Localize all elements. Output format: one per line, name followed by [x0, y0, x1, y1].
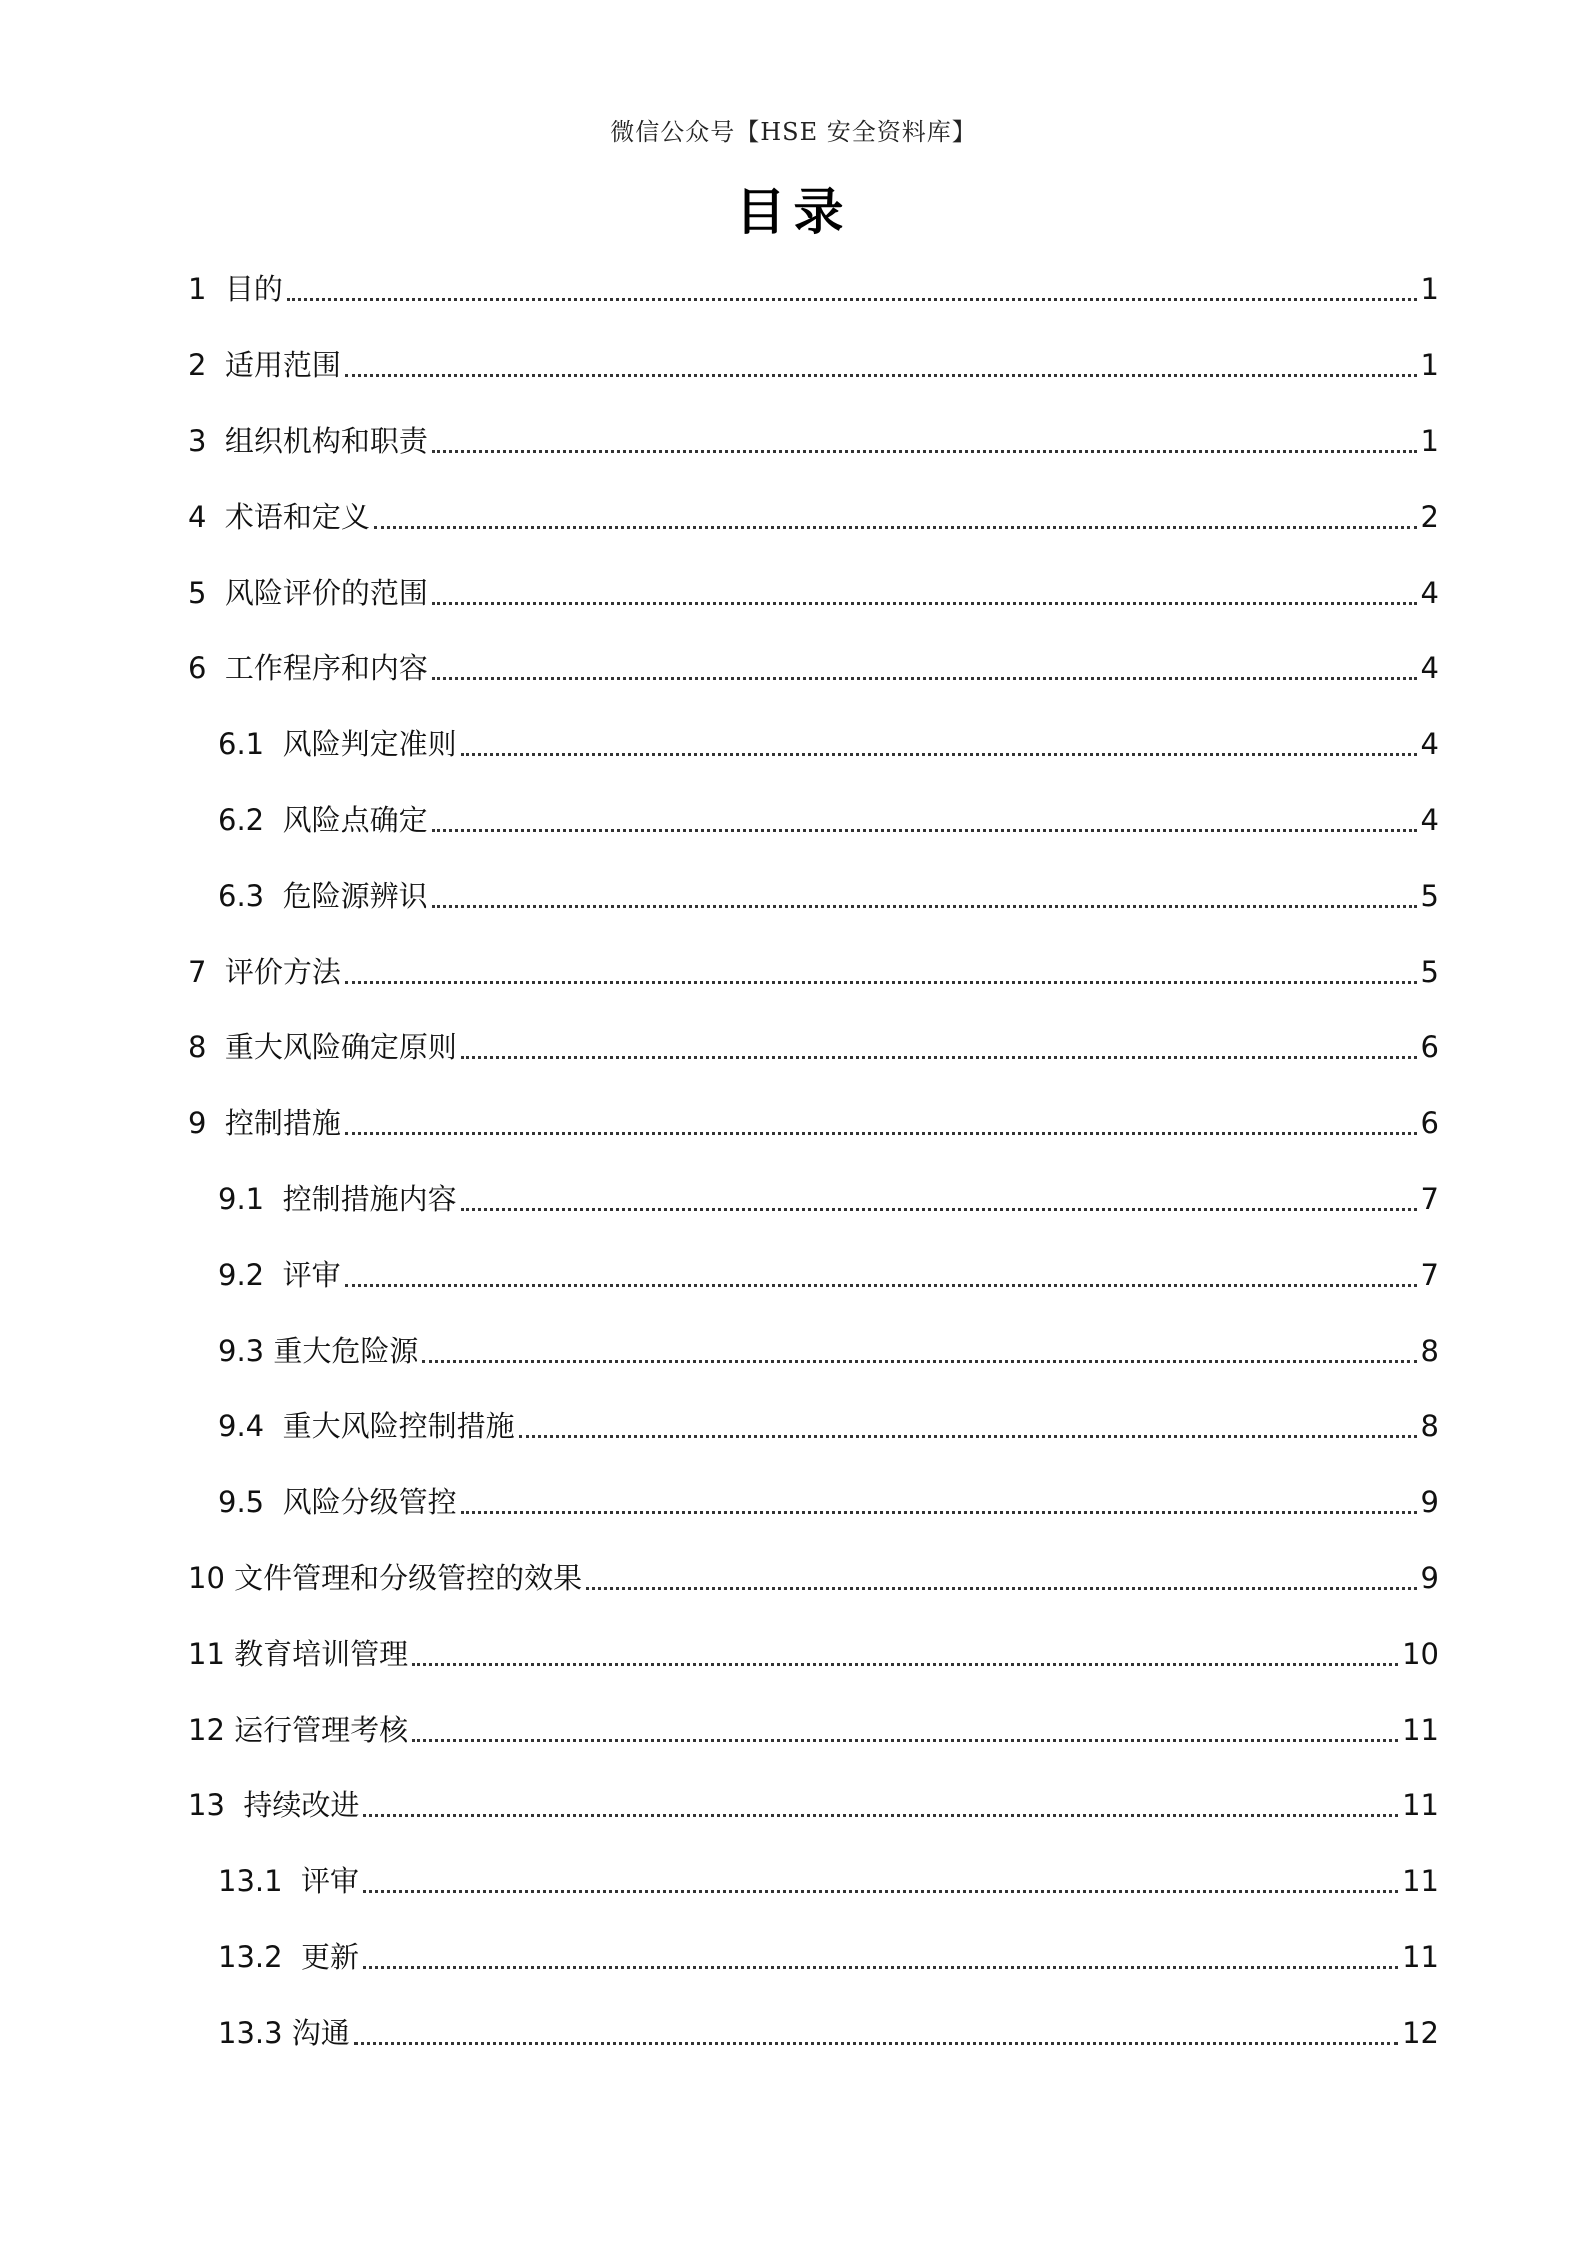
toc-dot-leader — [287, 298, 1417, 301]
toc-dot-leader — [432, 677, 1417, 680]
toc-entry[interactable] — [0, 783, 1587, 859]
toc-entry[interactable] — [0, 707, 1587, 783]
toc-entry-title: 风险分级管控 — [282, 1485, 457, 1520]
toc-entry-number: 8 — [188, 1030, 225, 1065]
toc-entry-number: 5 — [188, 575, 225, 610]
toc-entry-title: 重大风险确定原则 — [224, 1030, 457, 1065]
toc-dot-leader — [412, 1663, 1398, 1666]
toc-entry-page-number: 10 — [1402, 1636, 1439, 1671]
toc-entry-number: 9.3 — [218, 1333, 274, 1368]
table-of-contents — [0, 252, 1587, 2071]
toc-entry-number: 9.1 — [218, 1181, 283, 1216]
toc-entry-number: 2 — [188, 348, 225, 383]
toc-dot-leader — [519, 1435, 1417, 1438]
toc-entry[interactable] — [0, 252, 1587, 328]
toc-entry-title: 重大风险控制措施 — [282, 1409, 515, 1444]
toc-entry[interactable] — [0, 1692, 1587, 1768]
toc-entry[interactable] — [0, 1541, 1587, 1617]
toc-entry-title: 持续改进 — [243, 1788, 360, 1823]
page-header: 微信公众号【HSE 安全资料库】 — [610, 118, 977, 146]
toc-entry-page-number: 2 — [1420, 499, 1439, 534]
toc-entry-number: 9.2 — [218, 1257, 283, 1292]
toc-entry-title: 评审 — [301, 1864, 360, 1899]
toc-entry[interactable] — [0, 1768, 1587, 1844]
toc-entry-page-number: 1 — [1420, 272, 1439, 307]
toc-entry-page-number: 11 — [1402, 1864, 1439, 1899]
toc-entry-number: 9.5 — [218, 1485, 283, 1520]
toc-entry-page-number: 4 — [1420, 802, 1439, 837]
toc-entry-number: 6 — [188, 651, 225, 686]
toc-entry-page-number: 4 — [1420, 727, 1439, 762]
toc-entry-number: 13.3 — [218, 2015, 292, 2050]
toc-entry-title: 评审 — [282, 1257, 341, 1292]
toc-dot-leader — [345, 374, 1417, 377]
toc-entry-title: 教育培训管理 — [234, 1636, 409, 1671]
toc-dot-leader — [461, 1208, 1417, 1211]
toc-entry[interactable] — [0, 631, 1587, 707]
toc-dot-leader — [461, 1056, 1417, 1059]
toc-entry-number: 9 — [188, 1106, 225, 1141]
toc-entry-title: 文件管理和分级管控的效果 — [234, 1560, 583, 1595]
toc-dot-leader — [345, 981, 1417, 984]
toc-entry-page-number: 6 — [1420, 1030, 1439, 1065]
toc-entry-page-number: 9 — [1420, 1485, 1439, 1520]
toc-entry[interactable] — [0, 328, 1587, 404]
toc-entry-number: 6.1 — [218, 727, 283, 762]
toc-entry-number: 13.1 — [218, 1864, 302, 1899]
toc-dot-leader — [354, 2042, 1398, 2045]
toc-dot-leader — [345, 1284, 1417, 1287]
toc-entry-title: 适用范围 — [224, 348, 341, 383]
toc-entry[interactable] — [0, 934, 1587, 1010]
toc-entry[interactable] — [0, 1086, 1587, 1162]
toc-entry-number: 4 — [188, 499, 225, 534]
toc-entry-page-number: 12 — [1402, 2015, 1439, 2050]
toc-entry-title: 运行管理考核 — [234, 1712, 409, 1747]
toc-entry-number: 6.2 — [218, 802, 283, 837]
toc-entry-page-number: 5 — [1420, 954, 1439, 989]
toc-entry-title: 风险评价的范围 — [224, 575, 428, 610]
toc-entry-number: 6.3 — [218, 878, 283, 913]
toc-entry-title: 组织机构和职责 — [224, 423, 428, 458]
toc-entry-page-number: 4 — [1420, 651, 1439, 686]
toc-entry-title: 风险判定准则 — [282, 727, 457, 762]
toc-entry-title: 风险点确定 — [282, 802, 428, 837]
toc-entry-title: 控制措施内容 — [282, 1181, 457, 1216]
toc-entry-page-number: 11 — [1402, 1939, 1439, 1974]
toc-entry[interactable] — [0, 1010, 1587, 1086]
toc-title: 目录 — [735, 183, 852, 241]
toc-entry-title: 评价方法 — [224, 954, 341, 989]
toc-entry-number: 10 — [188, 1560, 235, 1595]
toc-dot-leader — [432, 905, 1417, 908]
toc-entry[interactable] — [0, 1995, 1587, 2071]
toc-entry-title: 工作程序和内容 — [224, 651, 428, 686]
toc-entry-page-number: 4 — [1420, 575, 1439, 610]
toc-entry-number: 12 — [188, 1712, 235, 1747]
toc-entry-page-number: 7 — [1420, 1257, 1439, 1292]
toc-dot-leader — [363, 1966, 1398, 1969]
toc-entry-number: 9.4 — [218, 1409, 283, 1444]
toc-dot-leader — [432, 450, 1417, 453]
toc-entry-page-number: 9 — [1420, 1560, 1439, 1595]
toc-entry[interactable] — [0, 555, 1587, 631]
toc-entry-page-number: 1 — [1420, 348, 1439, 383]
toc-entry[interactable] — [0, 1844, 1587, 1920]
toc-entry-title: 更新 — [301, 1939, 360, 1974]
toc-entry[interactable] — [0, 1920, 1587, 1996]
toc-entry-number: 3 — [188, 423, 225, 458]
toc-entry-number: 13.2 — [218, 1939, 302, 1974]
toc-dot-leader — [345, 1132, 1417, 1135]
toc-entry-number: 11 — [188, 1636, 235, 1671]
toc-entry-page-number: 1 — [1420, 423, 1439, 458]
toc-entry-page-number: 11 — [1402, 1788, 1439, 1823]
toc-entry-title: 目的 — [224, 272, 283, 307]
toc-entry[interactable] — [0, 1465, 1587, 1541]
toc-entry[interactable] — [0, 1389, 1587, 1465]
toc-dot-leader — [422, 1360, 1416, 1363]
toc-dot-leader — [586, 1587, 1416, 1590]
toc-entry-page-number: 6 — [1420, 1106, 1439, 1141]
toc-entry-number: 1 — [188, 272, 225, 307]
toc-dot-leader — [432, 829, 1417, 832]
toc-dot-leader — [432, 602, 1417, 605]
toc-dot-leader — [412, 1739, 1398, 1742]
toc-dot-leader — [461, 753, 1417, 756]
toc-entry-number: 7 — [188, 954, 225, 989]
toc-entry[interactable] — [0, 404, 1587, 480]
toc-entry[interactable] — [0, 479, 1587, 555]
toc-entry-page-number: 8 — [1420, 1409, 1439, 1444]
toc-dot-leader — [374, 526, 1417, 529]
toc-entry[interactable] — [0, 1237, 1587, 1313]
toc-entry-title: 术语和定义 — [224, 499, 370, 534]
toc-dot-leader — [363, 1814, 1398, 1817]
toc-entry[interactable] — [0, 858, 1587, 934]
toc-entry-title: 危险源辨识 — [282, 878, 428, 913]
toc-dot-leader — [461, 1511, 1417, 1514]
toc-entry-number: 13 — [188, 1788, 244, 1823]
toc-entry[interactable] — [0, 1616, 1587, 1692]
toc-entry-page-number: 11 — [1402, 1712, 1439, 1747]
toc-entry-page-number: 8 — [1420, 1333, 1439, 1368]
toc-entry-title: 重大危险源 — [273, 1333, 419, 1368]
toc-entry-page-number: 7 — [1420, 1181, 1439, 1216]
toc-entry-title: 控制措施 — [224, 1106, 341, 1141]
toc-entry[interactable] — [0, 1313, 1587, 1389]
toc-entry-title: 沟通 — [291, 2015, 350, 2050]
toc-entry-page-number: 5 — [1420, 878, 1439, 913]
toc-dot-leader — [363, 1890, 1398, 1893]
toc-entry[interactable] — [0, 1162, 1587, 1238]
